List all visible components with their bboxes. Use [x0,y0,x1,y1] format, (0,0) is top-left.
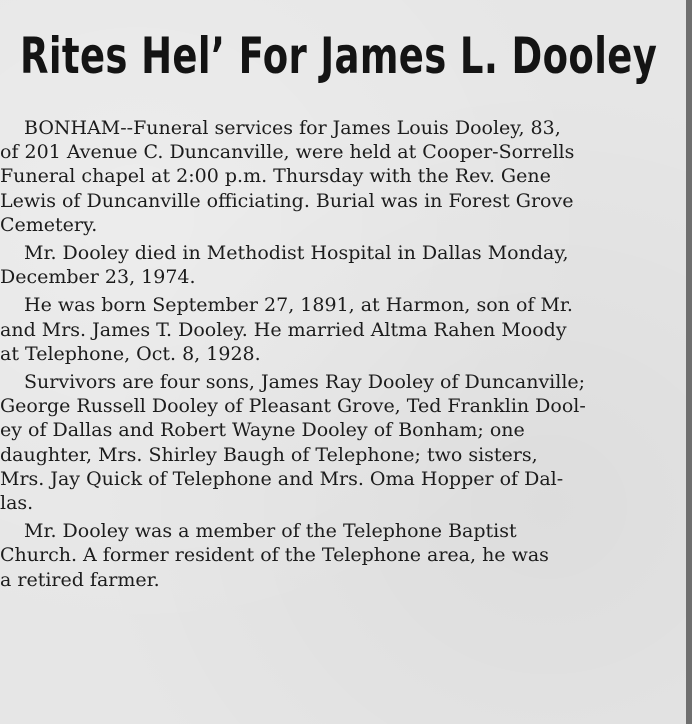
paragraph-death [0,241,684,289]
text-line: George Russell Dooley of Pleasant Grove, Ted Franklin Dool- [0,395,586,418]
paragraph-survivors [0,370,684,515]
article-body [0,116,684,596]
page-edge-shadow [686,0,692,724]
text-line: December 23, 1974. [0,266,196,289]
text-line: ey of Dallas and Robert Wayne Dooley of Bonham; one [0,419,525,442]
text-line: of 201 Avenue C. Duncanville, were held at Cooper-Sorrells [0,141,575,164]
text-line: a retired farmer. [0,568,160,591]
text-line: las. [0,492,34,515]
text-line: Mr. Dooley died in Methodist Hospital in Dallas Monday, [24,242,569,265]
text-line: Mr. Dooley was a member of the Telephone Baptist [24,520,517,543]
text-line: BONHAM--Funeral services for James Louis Dooley, 83, [24,117,561,139]
text-line: Cemetery. [0,213,98,236]
text-line: and Mrs. James T. Dooley. He married Altma Rahen Moody [0,318,567,341]
paragraph-services [0,116,684,237]
text-line: Funeral chapel at 2:00 p.m. Thursday with the Rev. Gene [0,165,551,188]
text-line: Survivors are four sons, James Ray Dooley of Duncanville; [24,371,586,394]
text-line: at Telephone, Oct. 8, 1928. [0,342,261,365]
paragraph-birth [0,293,684,366]
headline: Rites Helʼ For James L. Dooley [20,27,658,85]
text-line: Lewis of Duncanville officiating. Burial was in Forest Grove [0,189,574,212]
text-line: Mrs. Jay Quick of Telephone and Mrs. Oma Hopper of Dal- [0,467,564,490]
paragraph-membership [0,519,684,592]
text-line: He was born September 27, 1891, at Harmon, son of Mr. [24,294,573,317]
text-line: daughter, Mrs. Shirley Baugh of Telephone; two sisters, [0,443,538,466]
text-line: Church. A former resident of the Telephone area, he was [0,544,549,567]
